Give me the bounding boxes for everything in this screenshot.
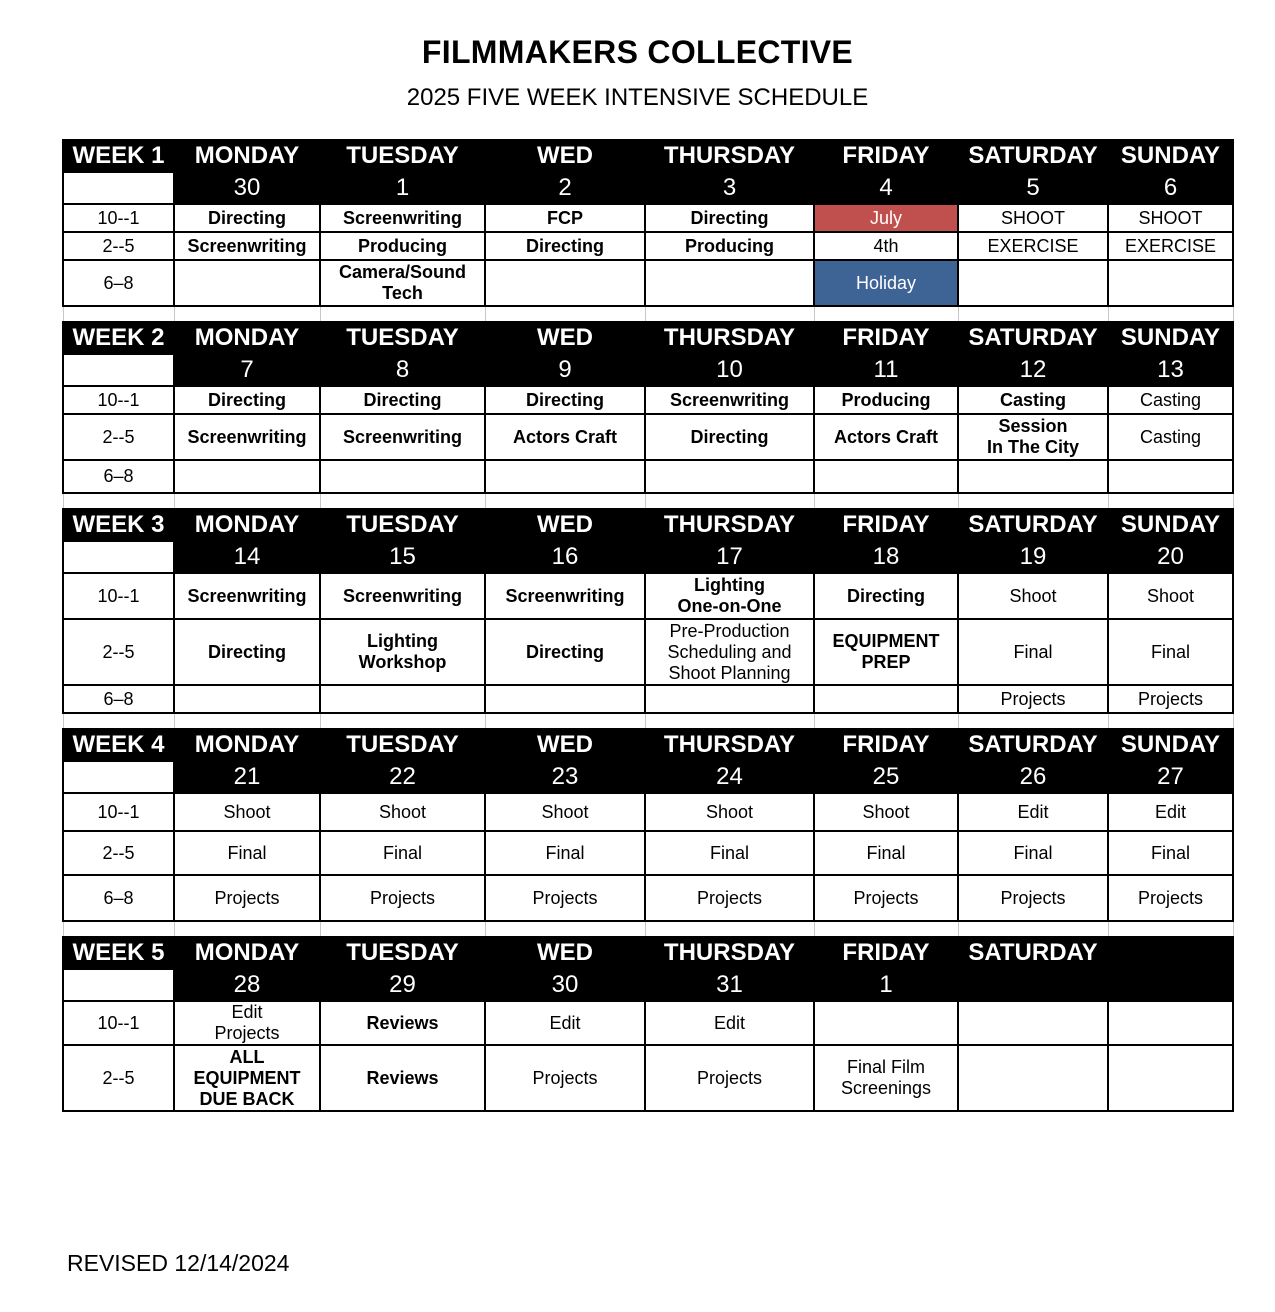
session-cell: ALL EQUIPMENT DUE BACK (174, 1045, 320, 1111)
day-header: THURSDAY (645, 729, 814, 761)
spacer-cell (814, 713, 958, 729)
spacer-cell (645, 493, 814, 509)
day-header: SATURDAY (958, 140, 1108, 172)
session-cell (814, 1001, 958, 1045)
week-spacer-row (63, 921, 1233, 937)
day-header: FRIDAY (814, 937, 958, 969)
date-cell: 15 (320, 541, 485, 573)
day-header: MONDAY (174, 322, 320, 354)
session-cell (645, 685, 814, 713)
session-cell: Screenwriting (174, 414, 320, 460)
time-slot-label: 6–8 (63, 685, 174, 713)
session-cell: Screenwriting (645, 386, 814, 414)
session-cell: Final (958, 619, 1108, 685)
session-cell (485, 260, 645, 306)
week-label: WEEK 4 (63, 729, 174, 761)
session-cell: SHOOT (958, 204, 1108, 232)
time-slot-label: 2--5 (63, 619, 174, 685)
day-header: SATURDAY (958, 937, 1108, 969)
session-cell: Holiday (814, 260, 958, 306)
session-cell (174, 685, 320, 713)
session-cell (645, 460, 814, 493)
spacer-cell (958, 306, 1108, 322)
time-slot-row (63, 619, 1233, 685)
session-cell: Projects (958, 685, 1108, 713)
time-slot-row (63, 831, 1233, 875)
session-cell: Projects (485, 1045, 645, 1111)
session-cell: Projects (174, 875, 320, 921)
date-cell: 18 (814, 541, 958, 573)
time-slot-row (63, 573, 1233, 619)
session-cell: Directing (320, 386, 485, 414)
day-header: SATURDAY (958, 509, 1108, 541)
session-cell: Directing (485, 619, 645, 685)
day-header: SUNDAY (1108, 509, 1233, 541)
session-cell (320, 685, 485, 713)
session-cell: Pre-Production Scheduling and Shoot Planning (645, 619, 814, 685)
day-header: MONDAY (174, 140, 320, 172)
session-cell: Producing (320, 232, 485, 260)
session-cell: Projects (320, 875, 485, 921)
date-cell: 6 (1108, 172, 1233, 204)
session-cell: July (814, 204, 958, 232)
spacer-cell (814, 921, 958, 937)
date-cell (958, 969, 1108, 1001)
session-cell: Projects (645, 1045, 814, 1111)
time-slot-row (63, 260, 1233, 306)
session-cell: Final (174, 831, 320, 875)
session-cell: Lighting One-on-One (645, 573, 814, 619)
schedule-body (63, 140, 1233, 1111)
day-header: THURSDAY (645, 140, 814, 172)
session-cell (814, 460, 958, 493)
spacer-cell (320, 306, 485, 322)
day-header: SUNDAY (1108, 729, 1233, 761)
time-slot-label: 10--1 (63, 204, 174, 232)
session-cell: Directing (645, 204, 814, 232)
date-cell: 23 (485, 761, 645, 793)
spacer-cell (320, 921, 485, 937)
day-header: FRIDAY (814, 729, 958, 761)
session-cell (485, 685, 645, 713)
day-header: TUESDAY (320, 322, 485, 354)
date-cell: 1 (320, 172, 485, 204)
session-cell: Directing (174, 386, 320, 414)
spacer-cell (320, 713, 485, 729)
day-header: TUESDAY (320, 140, 485, 172)
time-slot-label: 6–8 (63, 460, 174, 493)
date-row-blank-cell (63, 969, 174, 1001)
week-dates-row (63, 969, 1233, 1001)
session-cell: Projects (1108, 875, 1233, 921)
spacer-cell (63, 713, 174, 729)
session-cell: Reviews (320, 1001, 485, 1045)
session-cell: Producing (814, 386, 958, 414)
time-slot-row (63, 1045, 1233, 1111)
date-cell: 9 (485, 354, 645, 386)
spacer-cell (1108, 493, 1233, 509)
day-header: THURSDAY (645, 322, 814, 354)
date-cell: 25 (814, 761, 958, 793)
week-label: WEEK 1 (63, 140, 174, 172)
session-cell: Screenwriting (485, 573, 645, 619)
session-cell: Final (958, 831, 1108, 875)
spacer-cell (63, 921, 174, 937)
time-slot-row (63, 1001, 1233, 1045)
session-cell: FCP (485, 204, 645, 232)
session-cell: Directing (645, 414, 814, 460)
date-row-blank-cell (63, 761, 174, 793)
date-cell: 24 (645, 761, 814, 793)
day-header: SATURDAY (958, 322, 1108, 354)
session-cell (958, 1001, 1108, 1045)
day-header: WED (485, 509, 645, 541)
time-slot-label: 2--5 (63, 232, 174, 260)
date-cell: 10 (645, 354, 814, 386)
session-cell: Screenwriting (320, 204, 485, 232)
spacer-cell (485, 713, 645, 729)
session-cell: Final Film Screenings (814, 1045, 958, 1111)
session-cell (1108, 1045, 1233, 1111)
time-slot-row (63, 460, 1233, 493)
week-dates-row (63, 541, 1233, 573)
session-cell: Directing (174, 619, 320, 685)
spacer-cell (174, 306, 320, 322)
date-cell: 26 (958, 761, 1108, 793)
revised-date: REVISED 12/14/2024 (67, 1250, 290, 1276)
time-slot-label: 6–8 (63, 260, 174, 306)
week-header-row (63, 729, 1233, 761)
day-header: SUNDAY (1108, 140, 1233, 172)
session-cell: Camera/Sound Tech (320, 260, 485, 306)
session-cell (814, 685, 958, 713)
time-slot-label: 6–8 (63, 875, 174, 921)
week-label: WEEK 3 (63, 509, 174, 541)
spacer-cell (958, 493, 1108, 509)
date-row-blank-cell (63, 541, 174, 573)
spacer-cell (645, 713, 814, 729)
session-cell: Actors Craft (814, 414, 958, 460)
day-header: FRIDAY (814, 322, 958, 354)
date-cell (1108, 969, 1233, 1001)
time-slot-label: 10--1 (63, 573, 174, 619)
time-slot-row (63, 386, 1233, 414)
spacer-cell (174, 493, 320, 509)
session-cell: Edit (645, 1001, 814, 1045)
spacer-cell (63, 306, 174, 322)
spacer-cell (485, 493, 645, 509)
session-cell: Reviews (320, 1045, 485, 1111)
session-cell: Final (814, 831, 958, 875)
time-slot-label: 2--5 (63, 1045, 174, 1111)
spacer-cell (1108, 713, 1233, 729)
spacer-cell (485, 921, 645, 937)
session-cell: Final (485, 831, 645, 875)
time-slot-row (63, 204, 1233, 232)
time-slot-row (63, 875, 1233, 921)
time-slot-row (63, 414, 1233, 460)
session-cell: Final (1108, 831, 1233, 875)
day-header: THURSDAY (645, 937, 814, 969)
session-cell: Edit (485, 1001, 645, 1045)
date-cell: 2 (485, 172, 645, 204)
session-cell (174, 260, 320, 306)
session-cell (1108, 1001, 1233, 1045)
schedule-table-container (62, 139, 1234, 1112)
date-cell: 30 (485, 969, 645, 1001)
session-cell (958, 1045, 1108, 1111)
time-slot-row (63, 685, 1233, 713)
date-cell: 27 (1108, 761, 1233, 793)
session-cell: Projects (485, 875, 645, 921)
week-header-row (63, 509, 1233, 541)
day-header: MONDAY (174, 509, 320, 541)
day-header: FRIDAY (814, 509, 958, 541)
session-cell: Shoot (645, 793, 814, 831)
day-header: SUNDAY (1108, 322, 1233, 354)
date-cell: 8 (320, 354, 485, 386)
session-cell: Edit (1108, 793, 1233, 831)
session-cell: Final (320, 831, 485, 875)
week-dates-row (63, 172, 1233, 204)
date-cell: 21 (174, 761, 320, 793)
day-header: TUESDAY (320, 509, 485, 541)
week-header-row (63, 322, 1233, 354)
date-cell: 13 (1108, 354, 1233, 386)
week-header-row (63, 140, 1233, 172)
page-title: FILMMAKERS COLLECTIVE (421, 34, 854, 70)
session-cell: EXERCISE (958, 232, 1108, 260)
session-cell (174, 460, 320, 493)
date-cell: 30 (174, 172, 320, 204)
date-cell: 29 (320, 969, 485, 1001)
spacer-cell (320, 493, 485, 509)
session-cell: Projects (958, 875, 1108, 921)
time-slot-label: 10--1 (63, 1001, 174, 1045)
week-spacer-row (63, 306, 1233, 322)
session-cell: Actors Craft (485, 414, 645, 460)
spacer-cell (485, 306, 645, 322)
session-cell (958, 260, 1108, 306)
date-cell: 19 (958, 541, 1108, 573)
session-cell: Screenwriting (320, 573, 485, 619)
session-cell: Screenwriting (174, 573, 320, 619)
date-cell: 7 (174, 354, 320, 386)
date-cell: 4 (814, 172, 958, 204)
date-row-blank-cell (63, 354, 174, 386)
date-cell: 1 (814, 969, 958, 1001)
day-header: WED (485, 937, 645, 969)
time-slot-row (63, 232, 1233, 260)
session-cell: Session In The City (958, 414, 1108, 460)
day-header: WED (485, 322, 645, 354)
day-header: THURSDAY (645, 509, 814, 541)
spacer-cell (174, 921, 320, 937)
session-cell: SHOOT (1108, 204, 1233, 232)
time-slot-label: 2--5 (63, 414, 174, 460)
session-cell: Lighting Workshop (320, 619, 485, 685)
spacer-cell (814, 306, 958, 322)
session-cell: Directing (814, 573, 958, 619)
spacer-cell (958, 921, 1108, 937)
session-cell (958, 460, 1108, 493)
date-row-blank-cell (63, 172, 174, 204)
day-header: SATURDAY (958, 729, 1108, 761)
session-cell: Edit Projects (174, 1001, 320, 1045)
time-slot-label: 10--1 (63, 386, 174, 414)
session-cell: Directing (174, 204, 320, 232)
week-dates-row (63, 354, 1233, 386)
week-spacer-row (63, 713, 1233, 729)
week-header-row (63, 937, 1233, 969)
time-slot-row (63, 793, 1233, 831)
session-cell (320, 460, 485, 493)
week-dates-row (63, 761, 1233, 793)
date-cell: 28 (174, 969, 320, 1001)
session-cell: Screenwriting (320, 414, 485, 460)
date-cell: 31 (645, 969, 814, 1001)
session-cell: Screenwriting (174, 232, 320, 260)
session-cell: Final (1108, 619, 1233, 685)
date-cell: 3 (645, 172, 814, 204)
session-cell: Projects (814, 875, 958, 921)
session-cell: Projects (645, 875, 814, 921)
session-cell: Edit (958, 793, 1108, 831)
date-cell: 11 (814, 354, 958, 386)
session-cell: Directing (485, 386, 645, 414)
date-cell: 5 (958, 172, 1108, 204)
session-cell: 4th (814, 232, 958, 260)
date-cell: 20 (1108, 541, 1233, 573)
spacer-cell (645, 921, 814, 937)
day-header: MONDAY (174, 729, 320, 761)
spacer-cell (174, 713, 320, 729)
date-cell: 16 (485, 541, 645, 573)
session-cell: Casting (958, 386, 1108, 414)
day-header: TUESDAY (320, 729, 485, 761)
schedule-table (62, 139, 1234, 1112)
spacer-cell (63, 493, 174, 509)
session-cell (1108, 260, 1233, 306)
week-label: WEEK 5 (63, 937, 174, 969)
page-subtitle: 2025 FIVE WEEK INTENSIVE SCHEDULE (406, 84, 869, 111)
session-cell (1108, 460, 1233, 493)
session-cell (485, 460, 645, 493)
session-cell: Producing (645, 232, 814, 260)
date-cell: 22 (320, 761, 485, 793)
day-header: WED (485, 729, 645, 761)
day-header: MONDAY (174, 937, 320, 969)
session-cell (645, 260, 814, 306)
spacer-cell (1108, 306, 1233, 322)
week-spacer-row (63, 493, 1233, 509)
day-header: FRIDAY (814, 140, 958, 172)
session-cell: Shoot (814, 793, 958, 831)
spacer-cell (645, 306, 814, 322)
session-cell: EXERCISE (1108, 232, 1233, 260)
day-header: TUESDAY (320, 937, 485, 969)
session-cell: Shoot (174, 793, 320, 831)
session-cell: Shoot (485, 793, 645, 831)
session-cell: Shoot (320, 793, 485, 831)
spacer-cell (1108, 921, 1233, 937)
day-header (1108, 937, 1233, 969)
week-label: WEEK 2 (63, 322, 174, 354)
session-cell: EQUIPMENT PREP (814, 619, 958, 685)
session-cell: Final (645, 831, 814, 875)
date-cell: 17 (645, 541, 814, 573)
day-header: WED (485, 140, 645, 172)
time-slot-label: 10--1 (63, 793, 174, 831)
date-cell: 12 (958, 354, 1108, 386)
session-cell: Casting (1108, 386, 1233, 414)
session-cell: Directing (485, 232, 645, 260)
session-cell: Shoot (958, 573, 1108, 619)
date-cell: 14 (174, 541, 320, 573)
spacer-cell (958, 713, 1108, 729)
session-cell: Shoot (1108, 573, 1233, 619)
session-cell: Projects (1108, 685, 1233, 713)
time-slot-label: 2--5 (63, 831, 174, 875)
spacer-cell (814, 493, 958, 509)
session-cell: Casting (1108, 414, 1233, 460)
